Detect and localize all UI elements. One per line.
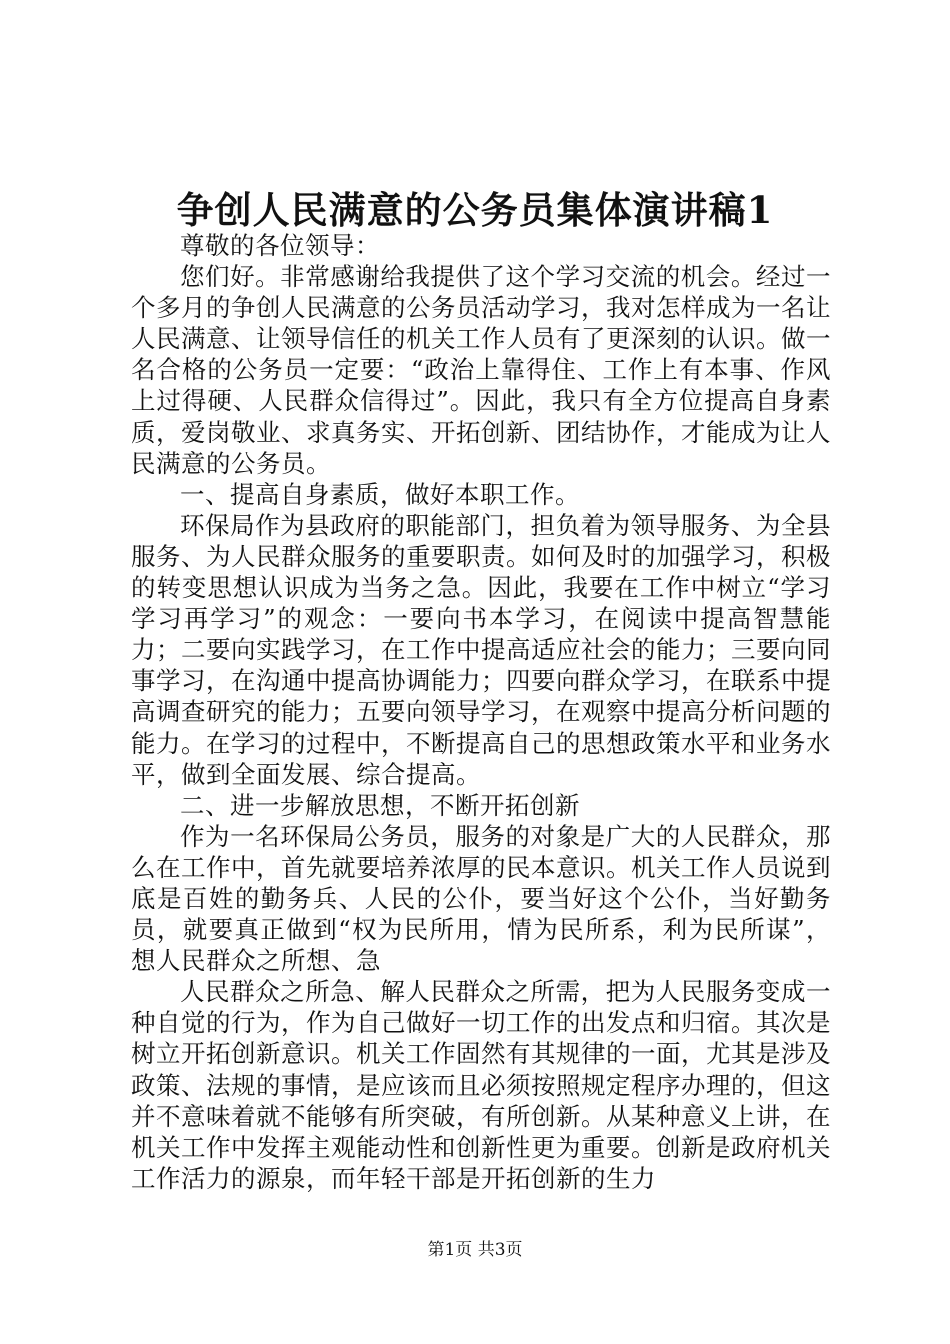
section-heading-1: 一、提高自身素质，做好本职工作。 [180,479,580,509]
page-footer: 第1页 共3页 [427,1240,523,1260]
section-1-paragraph: 环保局作为县政府的职能部门，担负着为领导服务、为全县服务、为人民群众服务的重要职责。如何及时的加强学习，积极的转变思想认识成为当务之急。因此，我要在工作中树立“学习学习再学习”的观念：一要向书本学习，在阅读中提高智慧能力；二要向实践学习，在工作中提高适应社会的能力；三要向同事学习，在沟通中提高协调能力；四要向群众学习，在联系中提高调查研究的能力；五要向领导学习，在观察中提高分析问题的能力。在学习的过程中，不断提高自己的思想政策水平和业务水平，做到全面发展、综合提高。 [131,510,831,789]
section-2-paragraph-2: 人民群众之所急、解人民群众之所需，把为人民服务变成一种自觉的行为，作为自己做好一切工作的出发点和归宿。其次是树立开拓创新意识。机关工作固然有其规律的一面，尤其是涉及政策、法规的事情，是应该而且必须按照规定程序办理的，但这并不意味着就不能够有所突破，有所创新。从某种意义上讲，在机关工作中发挥主观能动性和创新性更为重要。创新是政府机关工作活力的源泉，而年轻干部是开拓创新的生力 [131,977,831,1193]
document-body [131,230,831,1194]
intro-paragraph: 您们好。非常感谢给我提供了这个学习交流的机会。经过一个多月的争创人民满意的公务员活动学习，我对怎样成为一名让人民满意、让领导信任的机关工作人员有了更深刻的认识。做一名合格的公务员一定要：“政治上靠得住、工作上有本事、作风上过得硬、人民群众信得过”。因此，我只有全方位提高自身素质，爱岗敬业、求真务实、开拓创新、团结协作，才能成为让人民满意的公务员。 [131,262,831,478]
document-title: 争创人民满意的公务员集体演讲稿1 [176,188,774,232]
section-heading-2: 二、进一步解放思想，不断开拓创新 [180,790,580,820]
salutation-paragraph: 尊敬的各位领导： [180,231,380,260]
section-2-paragraph-1: 作为一名环保局公务员，服务的对象是广大的人民群众，那么在工作中，首先就要培养浓厚的民本意识。机关工作人员说到底是百姓的勤务兵、人民的公仆，要当好这个公仆，当好勤务员，就要真正做到“权为民所用，情为民所系，利为民所谋”，想人民群众之所想、急 [131,821,831,976]
